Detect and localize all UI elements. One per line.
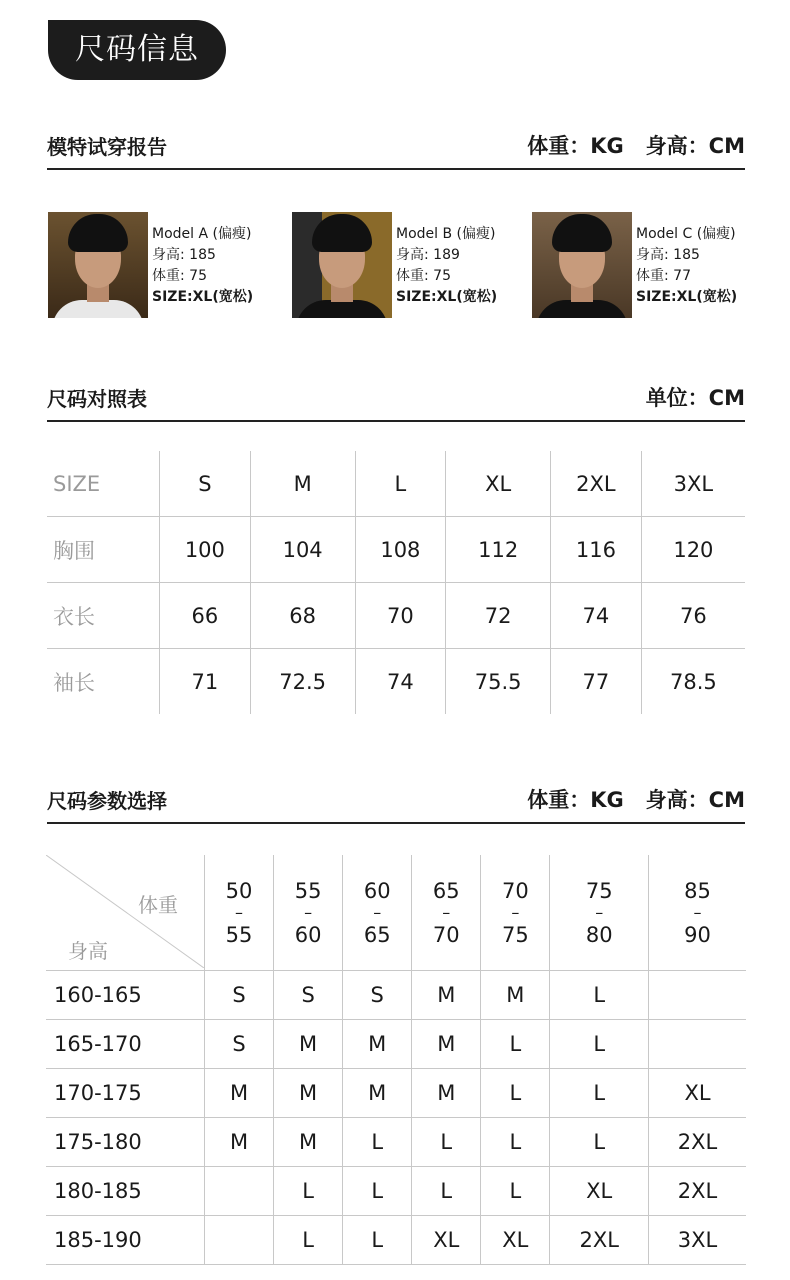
weight-max: 70 — [432, 922, 460, 947]
weight-max: 80 — [585, 922, 613, 947]
size-cell: M — [274, 1118, 343, 1167]
model-report-title: 模特试穿报告 — [47, 135, 167, 159]
size-cell: L — [274, 1216, 343, 1265]
size-cell: L — [412, 1167, 481, 1216]
range-dash: – — [511, 902, 520, 922]
weight-range-header — [412, 855, 481, 971]
table-cell: 75.5 — [446, 649, 551, 715]
size-cell: S — [274, 971, 343, 1020]
table-cell: 116 — [551, 517, 642, 583]
size-cell: L — [343, 1216, 412, 1265]
table-row — [46, 1069, 746, 1118]
weight-min: 55 — [294, 878, 322, 903]
weight-range-header — [274, 855, 343, 971]
size-cell: L — [274, 1167, 343, 1216]
size-chart-table — [47, 451, 745, 714]
height-range-label: 160-165 — [46, 971, 205, 1020]
range-dash: – — [235, 902, 244, 922]
model-c-photo — [532, 212, 632, 318]
table-cell: L — [355, 451, 446, 517]
table-cell: 108 — [355, 517, 446, 583]
table-cell: 70 — [355, 583, 446, 649]
corner-cell — [46, 855, 205, 971]
table-cell: 104 — [250, 517, 355, 583]
row-header: 衣长 — [47, 583, 160, 649]
height-range-label: 185-190 — [46, 1216, 205, 1265]
size-cell: L — [343, 1167, 412, 1216]
model-name: Model B (偏瘦) — [396, 226, 496, 242]
range-dash: – — [373, 902, 382, 922]
table-cell: 72 — [446, 583, 551, 649]
model-height: 身高: 185 — [152, 247, 216, 263]
model-a-photo — [48, 212, 148, 318]
size-cell: L — [481, 1069, 550, 1118]
table-row — [46, 1020, 746, 1069]
model-weight: 体重: 75 — [152, 268, 207, 284]
model-size: SIZE:XL(宽松) — [396, 289, 498, 305]
size-cell: S — [205, 1020, 274, 1069]
size-cell: M — [412, 1020, 481, 1069]
model-report-units: 体重：KG 身高：CM — [527, 134, 745, 158]
table-cell: 72.5 — [250, 649, 355, 715]
size-cell: L — [481, 1118, 550, 1167]
table-row — [46, 1118, 746, 1167]
table-cell: 76 — [641, 583, 745, 649]
weight-min: 85 — [684, 878, 711, 903]
table-cell: 66 — [160, 583, 251, 649]
size-chart-row — [47, 583, 745, 649]
size-cell: M — [205, 1118, 274, 1167]
weight-min: 50 — [225, 878, 253, 903]
table-cell: 3XL — [641, 451, 745, 517]
size-selector-table — [46, 855, 746, 1265]
size-cell: L — [343, 1118, 412, 1167]
weight-min: 70 — [501, 878, 529, 903]
model-size: SIZE:XL(宽松) — [636, 289, 738, 305]
height-range-label: 170-175 — [46, 1069, 205, 1118]
weight-range-header — [343, 855, 412, 971]
size-cell: 2XL — [649, 1118, 746, 1167]
model-height: 身高: 189 — [396, 247, 460, 263]
model-size: SIZE:XL(宽松) — [152, 289, 254, 305]
height-range-label: 165-170 — [46, 1020, 205, 1069]
size-cell: L — [481, 1167, 550, 1216]
model-name: Model A (偏瘦) — [152, 226, 252, 242]
weight-header-row — [46, 855, 746, 971]
size-chart-row — [47, 451, 745, 517]
weight-range-header — [481, 855, 550, 971]
model-weight: 体重: 77 — [636, 268, 691, 284]
table-cell: 74 — [355, 649, 446, 715]
size-cell: M — [412, 971, 481, 1020]
size-selector-header — [47, 782, 745, 824]
row-header: SIZE — [47, 451, 160, 517]
size-cell — [205, 1167, 274, 1216]
height-range-label: 180-185 — [46, 1167, 205, 1216]
size-cell: XL — [412, 1216, 481, 1265]
size-cell: M — [343, 1020, 412, 1069]
weight-min: 65 — [432, 878, 460, 903]
weight-range-header — [550, 855, 649, 971]
size-cell: L — [550, 1118, 649, 1167]
weight-min: 60 — [363, 878, 391, 903]
size-cell: M — [274, 1069, 343, 1118]
page-title: 尺码信息 — [48, 20, 226, 80]
table-cell: 71 — [160, 649, 251, 715]
weight-min: 75 — [585, 878, 613, 903]
size-chart-row — [47, 649, 745, 715]
size-cell — [205, 1216, 274, 1265]
size-cell: S — [343, 971, 412, 1020]
size-cell: M — [412, 1069, 481, 1118]
table-cell: 68 — [250, 583, 355, 649]
table-cell: 100 — [160, 517, 251, 583]
size-cell — [649, 971, 746, 1020]
table-cell: XL — [446, 451, 551, 517]
model-weight: 体重: 75 — [396, 268, 451, 284]
size-cell: M — [343, 1069, 412, 1118]
model-name: Model C (偏瘦) — [636, 226, 736, 242]
size-chart-row — [47, 517, 745, 583]
size-cell — [649, 1020, 746, 1069]
range-dash: – — [304, 902, 313, 922]
size-cell: L — [550, 971, 649, 1020]
size-selector-units: 体重：KG 身高：CM — [527, 788, 745, 812]
size-cell: XL — [481, 1216, 550, 1265]
size-cell: L — [550, 1020, 649, 1069]
size-cell: XL — [649, 1069, 746, 1118]
size-cell: 3XL — [649, 1216, 746, 1265]
height-range-label: 175-180 — [46, 1118, 205, 1167]
table-cell: 2XL — [551, 451, 642, 517]
size-cell: M — [205, 1069, 274, 1118]
weight-max: 55 — [225, 922, 253, 947]
table-cell: 77 — [551, 649, 642, 715]
size-chart-title: 尺码对照表 — [47, 387, 147, 411]
model-height: 身高: 185 — [636, 247, 700, 263]
model-b-photo — [292, 212, 392, 318]
table-cell: M — [250, 451, 355, 517]
corner-height-label: 身高 — [68, 939, 108, 963]
weight-max: 60 — [294, 922, 322, 947]
size-chart-units: 单位：CM — [645, 386, 745, 410]
table-cell: S — [160, 451, 251, 517]
table-cell: 120 — [641, 517, 745, 583]
size-cell: L — [550, 1069, 649, 1118]
model-report-header — [47, 128, 745, 170]
table-row — [46, 971, 746, 1020]
weight-range-header — [649, 855, 746, 971]
size-cell: S — [205, 971, 274, 1020]
row-header: 胸围 — [47, 517, 160, 583]
size-cell: M — [481, 971, 550, 1020]
table-cell: 74 — [551, 583, 642, 649]
row-header: 袖长 — [53, 670, 95, 695]
table-cell: 78.5 — [641, 649, 745, 715]
range-dash: – — [693, 902, 702, 922]
size-cell: L — [481, 1020, 550, 1069]
table-cell: 112 — [446, 517, 551, 583]
size-chart-header — [47, 380, 745, 422]
weight-max: 75 — [501, 922, 529, 947]
size-cell: XL — [550, 1167, 649, 1216]
weight-max: 65 — [363, 922, 391, 947]
range-dash: – — [595, 902, 604, 922]
weight-max: 90 — [684, 922, 711, 947]
table-row — [46, 1167, 746, 1216]
weight-range-header — [205, 855, 274, 971]
size-cell: L — [412, 1118, 481, 1167]
size-cell: 2XL — [649, 1167, 746, 1216]
table-row — [46, 1216, 746, 1265]
size-selector-title: 尺码参数选择 — [47, 789, 167, 813]
corner-weight-label: 体重 — [138, 893, 178, 917]
range-dash: – — [442, 902, 451, 922]
size-cell: M — [274, 1020, 343, 1069]
size-cell: 2XL — [550, 1216, 649, 1265]
